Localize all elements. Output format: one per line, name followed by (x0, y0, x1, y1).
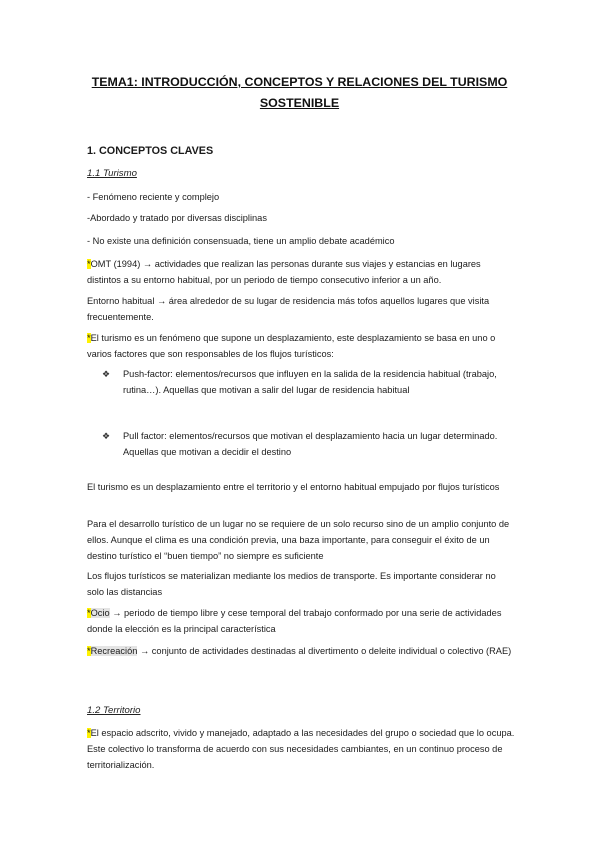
paragraph-turismo-fenomeno (87, 331, 515, 363)
ocio-term: Ocio (90, 608, 110, 618)
paragraph-desplazamiento: El turismo es un desplazamiento entre el territorio y el entorno habitual empujado por flujos turísticos (87, 482, 500, 492)
subheading-turismo: 1.1 Turismo (87, 168, 137, 179)
document-title: TEMA1: INTRODUCCIÓN, CONCEPTOS Y RELACIONES DEL TURISMO SOSTENIBLE (91, 75, 508, 110)
diamond-bullet-icon: ❖ (102, 431, 111, 441)
ocio-text: → periodo de tiempo libre y cese temporal del trabajo conformado por una serie de actividades donde la elección es la principal característica (87, 608, 502, 634)
paragraph-recreacion (87, 644, 515, 660)
paragraph-territorio (87, 726, 515, 773)
paragraph-desarrollo: Para el desarrollo turístico de un lugar no se requiere de un solo recurso sino de un amplio conjunto de ellos. Aunque el clima es una condición previa, una baza importante, para conseguir el éxito de un destino turístico el “buen tiempo” no siempre es suficiente (87, 519, 510, 561)
line-abordado: -Abordado y tratado por diversas disciplinas (87, 213, 267, 223)
highlight-star: * (87, 259, 91, 269)
diamond-bullet-icon: ❖ (102, 369, 111, 379)
paragraph-flujos: Los flujos turísticos se materializan mediante los medios de transporte. Es importante considerar no solo las distancias (87, 571, 496, 597)
pull-factor-item: Pull factor: elementos/recursos que motivan el desplazamiento hacia un lugar determinado. Aquellas que motivan a decidir el destino (123, 431, 498, 457)
paragraph-ocio (87, 606, 515, 638)
recreacion-text: → conjunto de actividades destinadas al divertimento o deleite individual o colectivo (RAE) (137, 646, 512, 656)
highlight-star: * (87, 608, 91, 618)
recreacion-term: Recreación (90, 646, 138, 656)
section-heading-conceptos: 1. CONCEPTOS CLAVES (87, 145, 214, 157)
line-no-existe: - No existe una definición consensuada, tiene un amplio debate académico (87, 236, 395, 246)
highlight-star: * (87, 333, 91, 343)
turismo-fenomeno-text: El turismo es un fenómeno que supone un desplazamiento, este desplazamiento se basa en uno o varios factores que son responsables de los flujos turísticos: (87, 333, 496, 359)
line-fenomeno: - Fenómeno reciente y complejo (87, 192, 220, 202)
push-factor-item: Push-factor: elementos/recursos que influyen en la salida de la residencia habitual (trabajo, rutina…). Aquellas que motivan a salir del lugar de residencia habitual (123, 369, 497, 395)
paragraph-entorno-habitual: Entorno habitual → área alrededor de su lugar de residencia más tofos aquellos lugares que visita frecuentemente. (87, 296, 490, 322)
highlight-star: * (87, 728, 91, 738)
paragraph-omt (87, 257, 515, 289)
territorio-text: El espacio adscrito, vivido y manejado, adaptado a las necesidades del grupo o sociedad que lo ocupa. Este colectivo lo transforma de acuerdo con sus necesidades cambiantes, en un continuo proceso de territorialización. (87, 728, 515, 770)
highlight-star: * (87, 646, 91, 656)
subheading-territorio: 1.2 Territorio (87, 705, 141, 716)
omt-text: OMT (1994) → actividades que realizan las personas durante sus viajes y estancias en lugares distintos a su entorno habitual, por un periodo de tiempo consecutivo inferior a un año. (87, 259, 481, 285)
